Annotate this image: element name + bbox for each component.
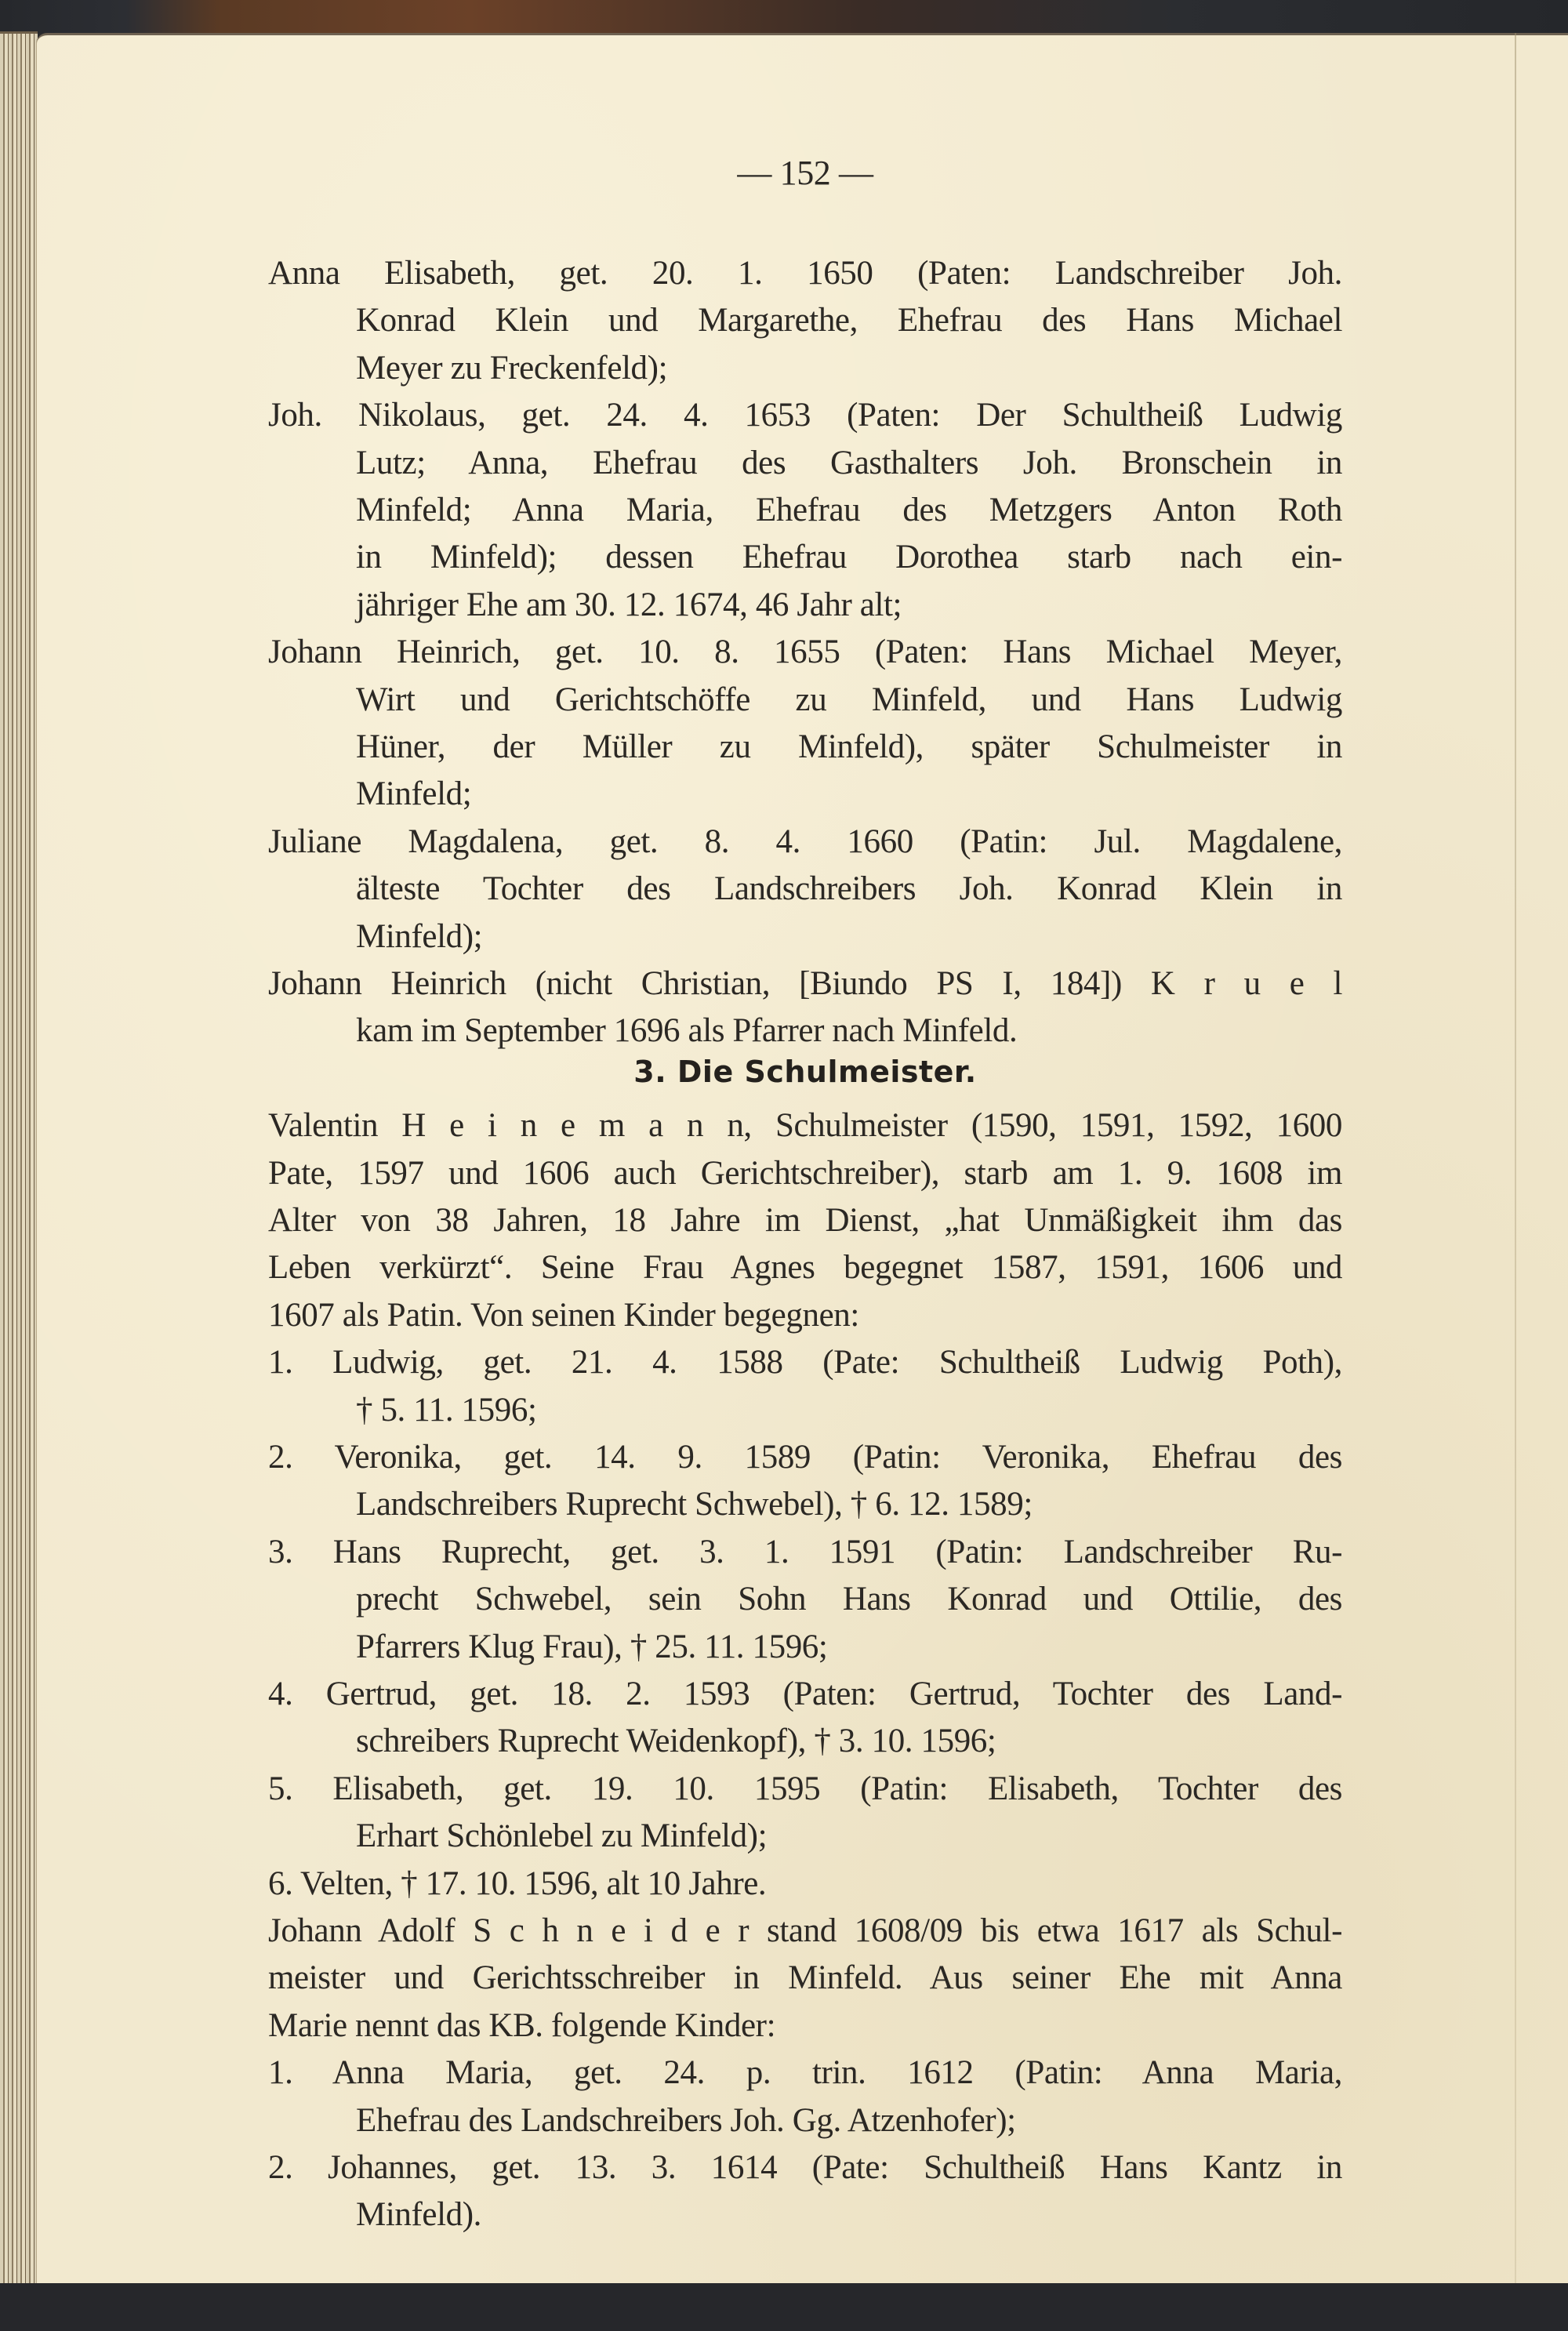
text-line: Konrad Klein und Margarethe, Ehefrau des Hans Michael (356, 302, 1342, 339)
text-line: Alter von 38 Jahren, 18 Jahre im Dienst, „hat Unmäßigkeit ihm das (268, 1202, 1342, 1239)
page-edge-stack (0, 31, 38, 2288)
page-fold-crease (1515, 33, 1516, 2285)
text-line: Pfarrers Klug Frau), † 25. 11. 1596; (356, 1628, 828, 1665)
book-binding-top (0, 0, 1568, 33)
text-line: Anna Elisabeth, get. 20. 1. 1650 (Paten: Landschreiber Joh. (268, 255, 1342, 292)
text-line: Meyer zu Freckenfeld); (356, 349, 668, 387)
text-line: Lutz; Anna, Ehefrau des Gasthalters Joh. Bronschein in (356, 444, 1342, 481)
text-line: Erhart Schönlebel zu Minfeld); (356, 1817, 768, 1855)
text-line: Pate, 1597 und 1606 auch Gerichtschreiber), starb am 1. 9. 1608 im (268, 1154, 1342, 1192)
book-binding-bottom (0, 2283, 1568, 2331)
text-line: Leben verkürzt“. Seine Frau Agnes begegnet 1587, 1591, 1606 und (268, 1249, 1342, 1287)
text-line: Minfeld). (356, 2196, 482, 2234)
text-line: schreibers Ruprecht Weidenkopf), † 3. 10. 1596; (356, 1723, 996, 1760)
text-line: kam im September 1696 als Pfarrer nach Minfeld. (356, 1012, 1018, 1050)
text-line: Marie nennt das KB. folgende Kinder: (268, 2006, 776, 2044)
text-line: meister und Gerichtsschreiber in Minfeld. Aus seiner Ehe mit Anna (268, 1959, 1342, 1997)
text-line: Ehefrau des Landschreibers Joh. Gg. Atzenhofer); (356, 2101, 1016, 2139)
text-line: Johann Heinrich (nicht Christian, [Biundo PS I, 184]) K r u e l (268, 965, 1342, 1002)
text-line: 1. Anna Maria, get. 24. p. trin. 1612 (Patin: Anna Maria, (268, 2054, 1342, 2092)
text-line: älteste Tochter des Landschreibers Joh. Konrad Klein in (356, 870, 1342, 908)
text-line: precht Schwebel, sein Sohn Hans Konrad und Ottilie, des (356, 1581, 1342, 1618)
text-line: Johann Adolf S c h n e i d e r stand 1608/09 bis etwa 1617 als Schul- (268, 1912, 1342, 1949)
text-line: Minfeld); (356, 917, 483, 955)
text-line: Johann Heinrich, get. 10. 8. 1655 (Paten: Hans Michael Meyer, (268, 634, 1342, 671)
text-line: Wirt und Gerichtschöffe zu Minfeld, und Hans Ludwig (356, 681, 1342, 718)
text-line: 1. Ludwig, get. 21. 4. 1588 (Pate: Schultheiß Ludwig Poth), (268, 1344, 1342, 1382)
text-line: Valentin H e i n e m a n n, Schulmeister (1590, 1591, 1592, 1600 (268, 1107, 1342, 1145)
text-line: 5. Elisabeth, get. 19. 10. 1595 (Patin: Elisabeth, Tochter des (268, 1770, 1342, 1807)
text-line: Landschreibers Ruprecht Schwebel), † 6. 12. 1589; (356, 1486, 1033, 1523)
text-line: 3. Hans Ruprecht, get. 3. 1. 1591 (Patin: Landschreiber Ru- (268, 1533, 1342, 1570)
text-line: 6. Velten, † 17. 10. 1596, alt 10 Jahre. (268, 1864, 767, 1902)
text-line: Minfeld; Anna Maria, Ehefrau des Metzgers Anton Roth (356, 492, 1342, 528)
text-line: 1607 als Patin. Von seinen Kinder begegnen: (268, 1296, 859, 1334)
text-line: 2. Veronika, get. 14. 9. 1589 (Patin: Veronika, Ehefrau des (268, 1439, 1342, 1476)
text-line: Juliane Magdalena, get. 8. 4. 1660 (Patin: Jul. Magdalene, (268, 822, 1342, 860)
section-heading: 3. Die Schulmeister. (633, 1054, 977, 1089)
page-number: — 152 — (737, 154, 873, 192)
text-line: in Minfeld); dessen Ehefrau Dorothea starb nach ein- (356, 539, 1342, 576)
text-line: Hüner, der Müller zu Minfeld), später Schulmeister in (356, 728, 1342, 765)
text-line: 2. Johannes, get. 13. 3. 1614 (Pate: Schultheiß Hans Kantz in (268, 2149, 1342, 2186)
text-line: Minfeld; (356, 775, 472, 813)
text-line: 4. Gertrud, get. 18. 2. 1593 (Paten: Gertrud, Tochter des Land- (268, 1676, 1342, 1712)
text-line: Joh. Nikolaus, get. 24. 4. 1653 (Paten: Der Schultheiß Ludwig (268, 397, 1342, 434)
text-line: jähriger Ehe am 30. 12. 1674, 46 Jahr alt; (356, 586, 902, 623)
text-line: † 5. 11. 1596; (356, 1391, 537, 1429)
